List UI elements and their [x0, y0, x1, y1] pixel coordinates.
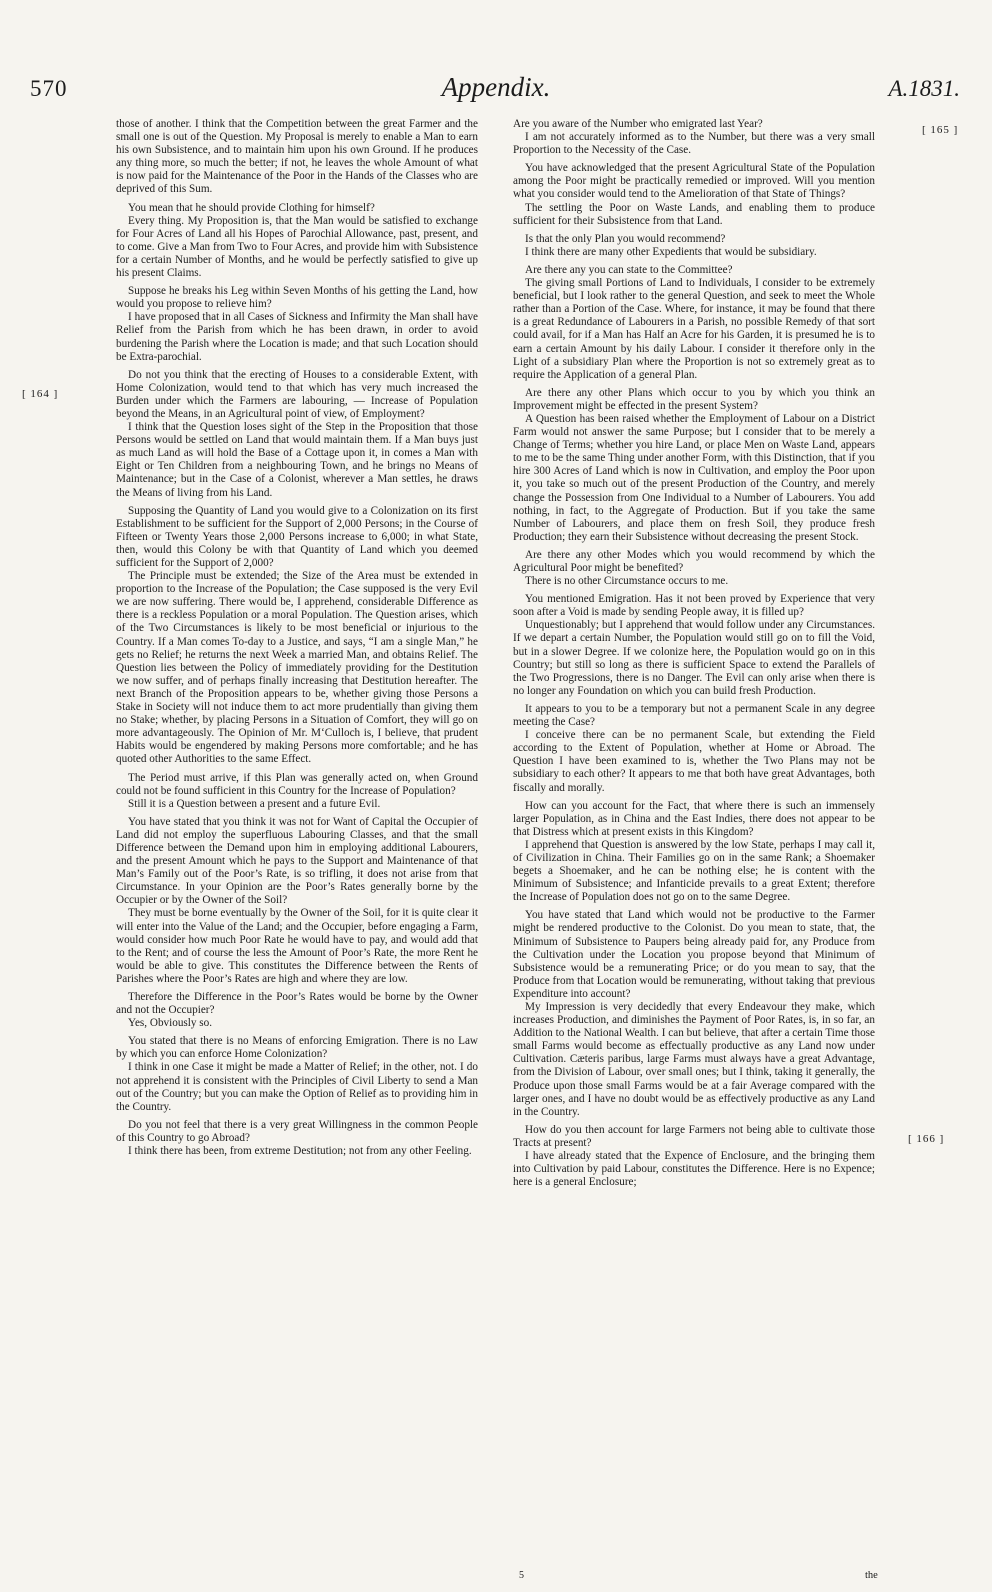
answer-paragraph: I am not accurately informed as to the Number, but there was a very small Proportion to the Necessity of the Case.	[513, 131, 875, 157]
margin-mark-165: [ 165 ]	[922, 124, 959, 136]
running-title: Appendix.	[441, 72, 551, 102]
question-paragraph: Are you aware of the Number who emigrated last Year?	[513, 118, 763, 130]
question-paragraph: You have stated that Land which would not be productive to the Farmer might be rendered productive to the Colonist. Do you mean to state, that, the Minimum of Subsistence to Paupers being already paid for, any Produce from the Cultivation under the Location you propose beyond that Minimum of Subsistence would be a remunerating Price; or do you mean to say, that the Produce from that Location would be remunerating, without taking that previous Expenditure into account?	[513, 909, 875, 1000]
question-paragraph: You mentioned Emigration. Has it not been proved by Experience that very soon after a Void is made by sending People away, it is filled up?	[513, 593, 875, 619]
answer-paragraph: The Principle must be extended; the Size of the Area must be extended in proportion to the Increase of the Population; the Case supposed is the very Evil we are now suffering. There would be, I apprehend, considerable Difference as there is a reckless Population or a moral Population. The Question arises, which of the Two Circumstances is likely to be most beneficial or injurious to the Country. If a Man comes To-day to a Justice, and says, “I am a single Man,” he gets no Relief; he returns the next Week a married Man, and obtains Relief. The Question lies between the Policy of immediately providing for the Destitution we now suffer, and of perhaps finally increasing that Destitution hereafter. The next Branch of the Proposition appears to be, whether giving those Persons a Stake in Society will not induce them to act more prudentially than giving them no Stake; whether, by placing Persons in a Situation of Comfort, they will go on more advantageously. The Opinion of Mr. M‘Culloch is, I believe, that prudent Habits would be engendered by making Persons more comfortable; and he has quoted other Authorities to the same Effect.	[116, 570, 478, 766]
margin-mark-164: [ 164 ]	[22, 388, 59, 400]
question-paragraph: Therefore the Difference in the Poor’s Rates would be borne by the Owner and not the Occupier?	[116, 991, 478, 1017]
catchword: the	[865, 1570, 878, 1581]
answer-paragraph: I think there has been, from extreme Destitution; not from any other Feeling.	[128, 1145, 472, 1158]
answer-paragraph: those of another. I think that the Competition between the great Farmer and the small one is out of the Question. My Proposal is merely to enable a Man to earn his own Subsistence, and to maintain him upon his own Ground. If he produces any thing more, so much the better; if not, he leaves the whole Amount of what is now paid for the Maintenance of the Poor in the Hands of the Classes who are deprived of this Sum.	[116, 118, 478, 196]
question-paragraph: How do you then account for large Farmers not being able to cultivate those Tracts at present?	[513, 1123, 875, 1149]
question-paragraph: You have stated that you think it was not for Want of Capital the Occupier of Land did not employ the superfluous Labouring Classes, and that the small Difference between the Demand upon him in employing additional Labourers, and the present Amount which he pays to the Support and Maintenance of that Man’s Family out of the Poor’s Rate, is so trifling, it does not arise from that Circumstance. In your Opinion are the Poor’s Rates generally borne by the Occupier or by the Owner of the Soil?	[116, 815, 478, 907]
question-paragraph: The Period must arrive, if this Plan was generally acted on, when Ground could not be found sufficient in this Country for the Increase of Population?	[116, 771, 478, 797]
answer-paragraph: Every thing. My Proposition is, that the Man would be satisfied to exchange for Four Acres of Land all his Hopes of Parochial Allowance, past, present, and to come. Give a Man from Two to Four Acres, and provide him with Subsistence for a certain Number of Months, and he would be perfectly satisfied to give up his present Claims.	[116, 214, 478, 280]
year-heading: A.1831.	[888, 76, 960, 101]
answer-paragraph: A Question has been raised whether the Employment of Labour on a District Farm would not answer the same Purpose; but I consider that to be merely a Change of Terms; whether you hire Land, or place Men on Waste Land, appears to me to be the same Thing under another Form, with this Distinction, that if you hire 300 Acres of Land which is now in Cultivation, and employ the Poor upon it, you take so much out of the present Production of the Country, and merely change the Possession from One Individual to a Number of Labourers. You add nothing, in fact, to the Aggregate of Production. But if you take the same Number of Labourers, and place them on fresh Soil, they produce fresh Production; they earn their Subsistence without decreasing the present Stock.	[513, 412, 875, 543]
answer-paragraph: I apprehend that Question is answered by the low State, perhaps I may call it, of Civilization in China. Their Families go on in the same Rank; a Shoemaker begets a Shoemaker, and he can be nothing else; he is content with the Minimum of Subsistence; and Infanticide prevails to a great Extent; therefore the Increase of Population does not go on to the same Degree.	[513, 838, 875, 904]
answer-paragraph: There is no other Circumstance occurs to me.	[525, 575, 729, 588]
right-column	[513, 118, 875, 1189]
question-paragraph: Are there any other Modes which you would recommend by which the Agricultural Poor might be benefited?	[513, 548, 875, 574]
question-paragraph: You have acknowledged that the present Agricultural State of the Population among the Poor might be practically remedied or improved. Will you mention what you consider would tend to the Amelioration of that State of Things?	[513, 162, 875, 201]
question-paragraph: You stated that there is no Means of enforcing Emigration. There is no Law by which you can enforce Home Colonization?	[116, 1035, 478, 1061]
answer-paragraph: I conceive there can be no permanent Scale, but extending the Field according to the Extent of Population, whether at Home or Abroad. The Question I have been examined to is, whether the Two Plans may not be subsidiary to each other? It appears to me that both have great Advantages, both fiscally and morally.	[513, 729, 875, 794]
question-paragraph: You mean that he should provide Clothing for himself?	[128, 201, 375, 214]
answer-paragraph: I think that the Question loses sight of the Step in the Proposition that those Persons would be settled on Land that would maintain them. If a Man buys just as much Land as will hold the Base of a Cottage upon it, in comes a Man with Eight or Ten Children from a neighbouring Town, and he brings no Means of Maintenance; but in the Case of a Colonist, wherever a Man settles, he draws the Means of living from his Land.	[116, 421, 478, 499]
question-paragraph: Supposing the Quantity of Land you would give to a Colonization on its first Establishment to be sufficient for the Support of 2,000 Persons; in the Course of Fifteen or Twenty Years those 2,000 Persons increase to 6,000; in what State, then, would this Colony be with that Quantity of Land which you deemed sufficient for the Support of 2,000?	[116, 504, 478, 569]
question-paragraph: Suppose he breaks his Leg within Seven Months of his getting the Land, how would you propose to relieve him?	[116, 285, 478, 311]
answer-paragraph: Still it is a Question between a present and a future Evil.	[128, 797, 381, 810]
question-paragraph: How can you account for the Fact, that where there is such an immensely larger Population, as in China and the East Indies, there does not appear to be that Distress which at present exists in this Kingdom?	[513, 799, 875, 838]
question-paragraph: Are there any other Plans which occur to you by which you think an Improvement might be effected in the present System?	[513, 386, 875, 412]
left-column	[116, 118, 478, 1158]
signature-mark: 5	[519, 1570, 524, 1581]
answer-paragraph: Unquestionably; but I apprehend that would follow under any Circumstances. If we depart a certain Number, the Population would still go on to fill the Void, but in a slower Degree. If we colonize here, the Population would go on in this Country; but still so long as there is sufficient Space to extend the Parallels of the Two Progressions, there is no Danger. The Evil can only arise when there is no longer any Foundation on which you can build fresh Production.	[513, 619, 875, 697]
answer-paragraph: My Impression is very decidedly that every Endeavour they make, which increases Production, and diminishes the Payment of Poor Rates, is, in so far, an Addition to the National Wealth. I can but believe, that after a certain Time those small Farms would become as effectually productive as any Land now under Cultivation. Cæteris paribus, large Farms must always have a great Advantage, from the Division of Labour, over small ones; but I think, taking it generally, the Produce upon those small Farms would be at a fair Average compared with the larger ones, and I have no doubt would be as effectively productive as any Land in the Country.	[513, 1001, 875, 1118]
answer-paragraph: I think there are many other Expedients that would be subsidiary.	[525, 245, 817, 258]
answer-paragraph: The settling the Poor on Waste Lands, and enabling them to produce sufficient for their Subsistence from that Land.	[513, 201, 875, 227]
page-header	[0, 70, 992, 110]
question-paragraph: It appears to you to be a temporary but not a permanent Scale in any degree meeting the Case?	[513, 702, 875, 729]
answer-paragraph: I think in one Case it might be made a Matter of Relief; in the other, not. I do not apprehend it is consistent with the Principles of Civil Liberty to send a Man out of the Country; but you can make the Option of Relief as to providing him in the Country.	[116, 1061, 478, 1113]
answer-paragraph: Yes, Obviously so.	[128, 1017, 213, 1030]
question-paragraph: Is that the only Plan you would recommend?	[525, 232, 726, 245]
answer-paragraph: I have proposed that in all Cases of Sickness and Infirmity the Man shall have Relief from the Parish from which he has been drawn, in order to avoid burdening the Parish where the Location is made; and that such Location should be Extra-parochial.	[116, 311, 478, 363]
answer-paragraph: The giving small Portions of Land to Individuals, I consider to be extremely beneficial, but I look rather to the general Question, and seek to meet the Whole rather than a Portion of the Case. Where, for instance, it may be found that there is a great Redundance of Labourers in a Parish, no possible Remedy of that sort could avail, for if a Man has Half an Acre for his Garden, it is presumed he is to earn a certain Amount by his daily Labour. I consider it therefore only in the Light of a subsidiary Plan where the Proportion is not so extremely great as to require the Application of a general Plan.	[513, 277, 875, 381]
question-paragraph: Do you not feel that there is a very great Willingness in the common People of this Country to go Abroad?	[116, 1118, 478, 1144]
question-paragraph: Are there any you can state to the Committee?	[525, 263, 733, 276]
margin-mark-166: [ 166 ]	[908, 1133, 945, 1145]
answer-paragraph: I have already stated that the Expence of Enclosure, and the bringing them into Cultivation by paid Labour, constitutes the Difference. Here is no Expence; here is a general Enclosure;	[513, 1150, 875, 1189]
page-number: 570	[30, 76, 68, 101]
answer-paragraph: They must be borne eventually by the Owner of the Soil, for it is quite clear it will enter into the Value of the Land; and the Occupier, before engaging a Farm, would consider how much Poor Rate he would have to pay, and would add that to the Rent; and of course the less the Amount of Poor’s Rate, the more Rent he would be able to give. This constitutes the Difference between the Rents of Parishes where the Poor’s Rates are high and where they are low.	[116, 907, 478, 985]
question-paragraph: Do not you think that the erecting of Houses to a considerable Extent, with Home Colonization, would tend to that which has very much increased the Burden under which the Farmers are labouring, — Increase of Population beyond the Means, in an Agricultural point of view, of Employment?	[116, 368, 478, 420]
